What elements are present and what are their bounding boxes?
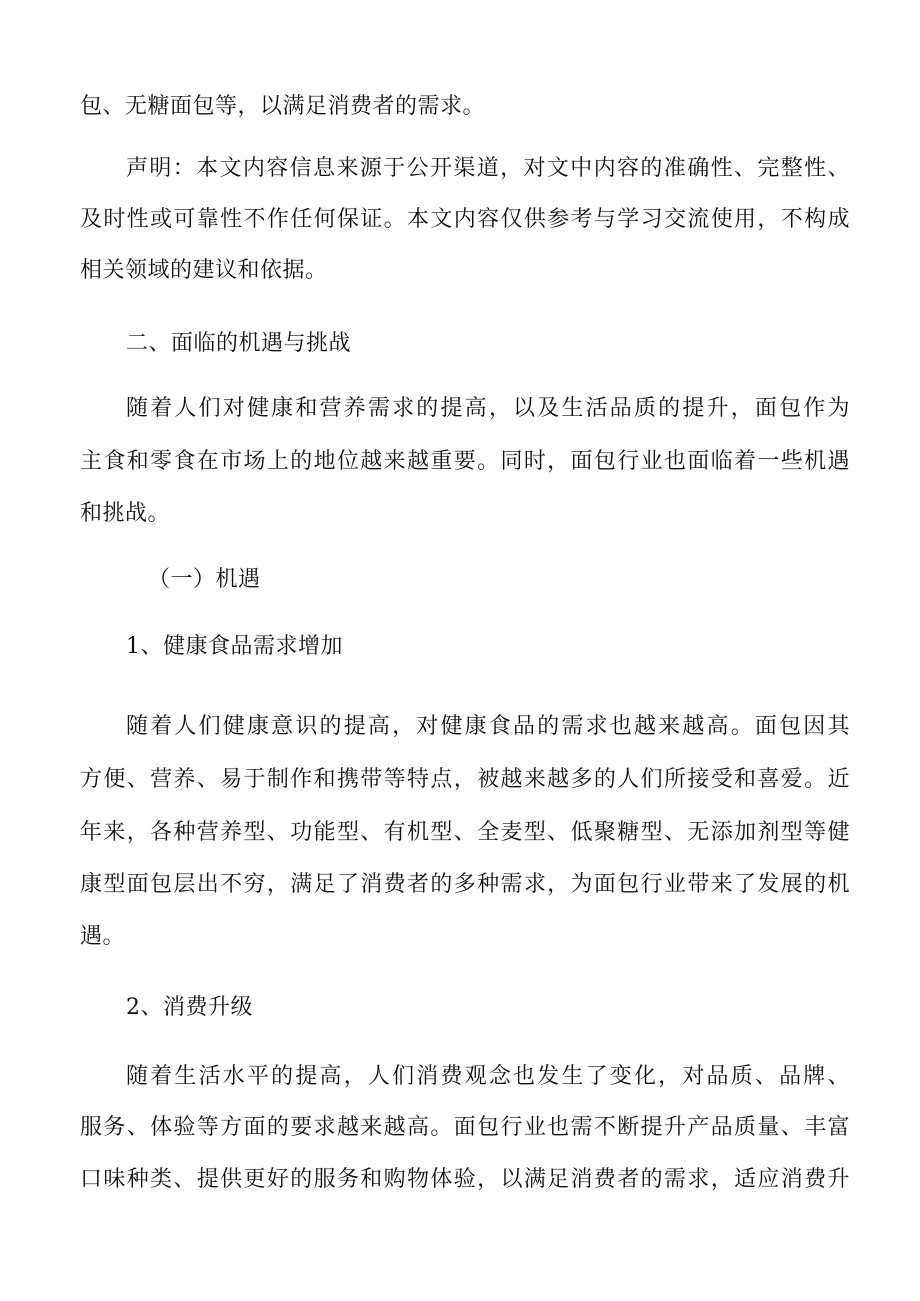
paragraph-line: 主食和零食在市场上的地位越来越重要。同时，面包行业也面临着一些机遇	[80, 449, 850, 474]
disclaimer-line: 声明：本文内容信息来源于公开渠道，对文中内容的准确性、完整性、	[126, 156, 850, 181]
paragraph-line: 遇。	[80, 924, 126, 949]
paragraph-line: 康型面包层出不穷，满足了消费者的多种需求，为面包行业带来了发展的机	[80, 872, 850, 897]
paragraph-line: 年来，各种营养型、功能型、有机型、全麦型、低聚糖型、无添加剂型等健	[80, 820, 850, 845]
paragraph-line: 随着人们对健康和营养需求的提高，以及生活品质的提升，面包作为	[126, 396, 850, 421]
paragraph-line: 随着生活水平的提高，人们消费观念也发生了变化，对品质、品牌、	[126, 1064, 850, 1089]
text-line: 包、无糖面包等，以满足消费者的需求。	[80, 94, 486, 119]
paragraph-line: 随着人们健康意识的提高，对健康食品的需求也越来越高。面包因其	[126, 714, 850, 739]
paragraph-line: 口味种类、提供更好的服务和购物体验，以满足消费者的需求，适应消费升	[80, 1167, 850, 1192]
paragraph-line: 和挑战。	[80, 501, 171, 526]
section-heading: 二、面临的机遇与挑战	[126, 331, 352, 356]
subsection-heading: （一）机遇	[148, 567, 261, 592]
paragraph-line: 服务、体验等方面的要求越来越高。面包行业也需不断提升产品质量、丰富	[80, 1115, 850, 1140]
item-heading: 2、消费升级	[126, 995, 253, 1020]
disclaimer-line: 及时性或可靠性不作任何保证。本文内容仅供参考与学习交流使用，不构成	[80, 207, 850, 232]
disclaimer-line: 相关领域的建议和依据。	[80, 258, 328, 283]
paragraph-line: 方便、营养、易于制作和携带等特点，被越来越多的人们所接受和喜爱。近	[80, 767, 850, 792]
item-heading: 1、健康食品需求增加	[126, 634, 343, 659]
